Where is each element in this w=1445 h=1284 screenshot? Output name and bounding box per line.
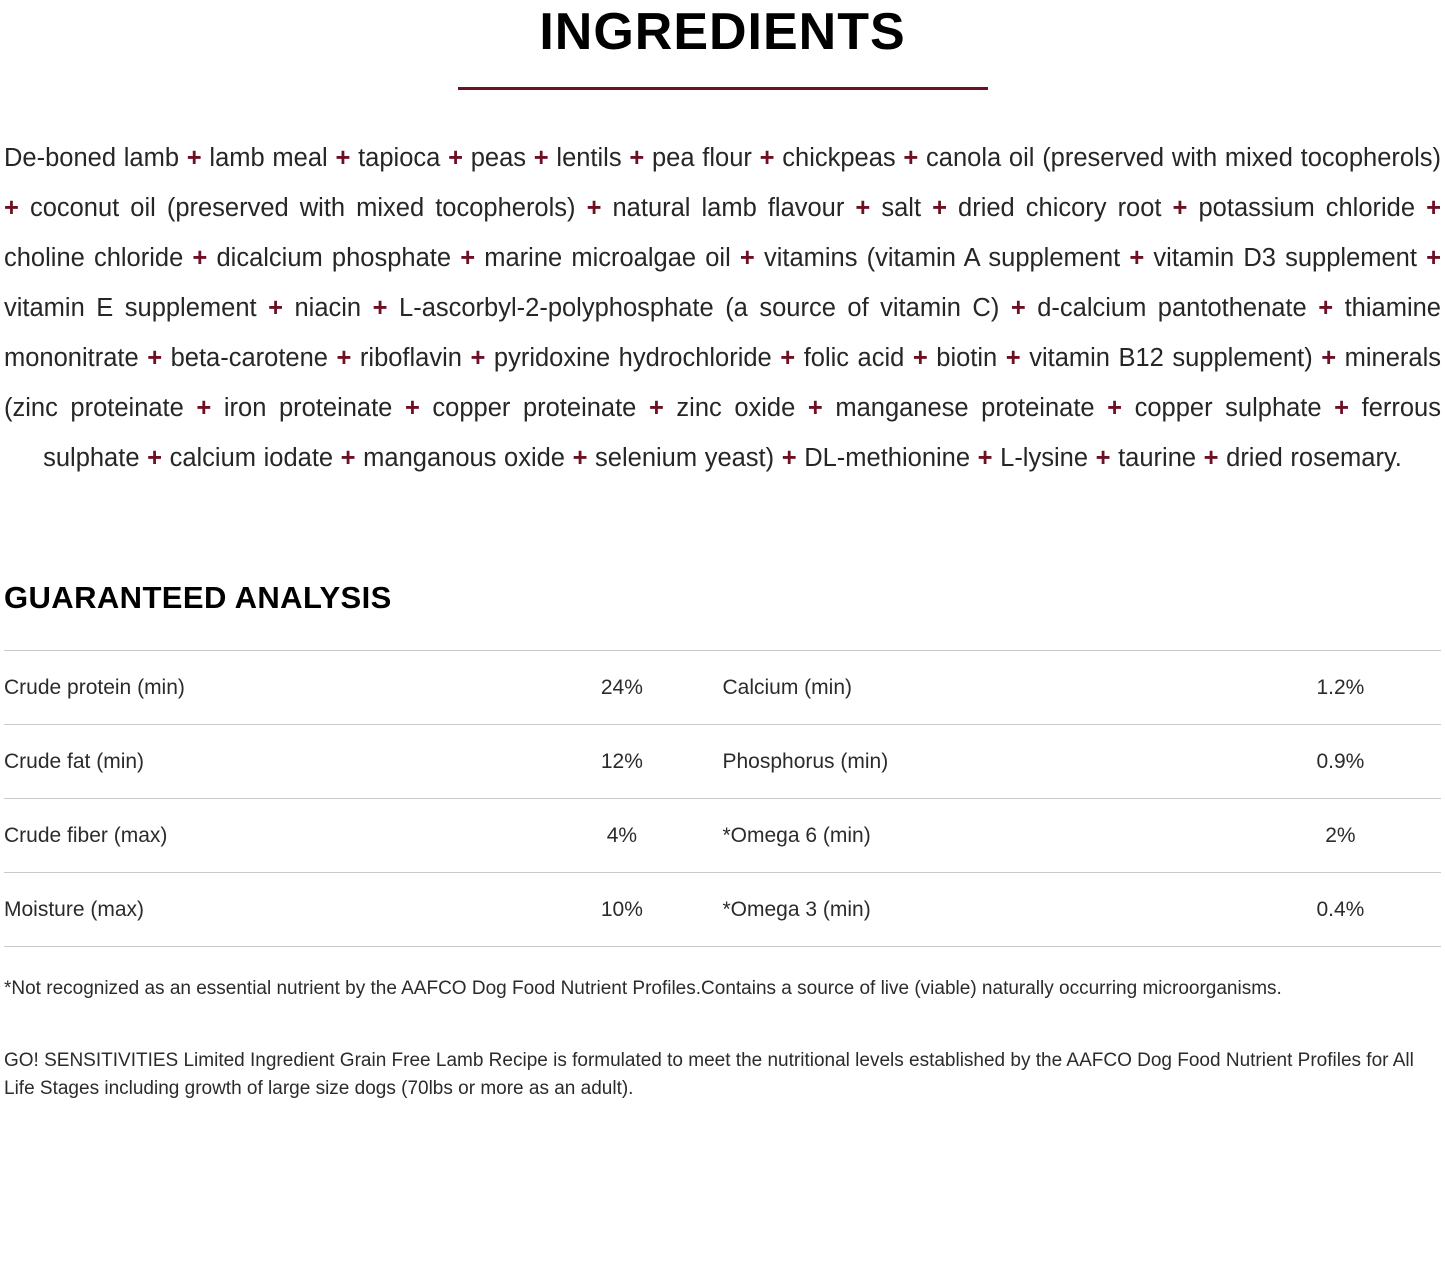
nutrient-label: Moisture (max) xyxy=(4,872,521,946)
nutrient-label: Crude fiber (max) xyxy=(4,798,521,872)
nutrient-label: Crude protein (min) xyxy=(4,650,521,724)
nutrient-value: 0.9% xyxy=(1240,724,1441,798)
guaranteed-analysis-title: GUARANTEED ANALYSIS xyxy=(4,579,392,615)
nutrient-value: 12% xyxy=(521,724,722,798)
nutrient-label: *Omega 3 (min) xyxy=(722,872,1239,946)
ingredients-paragraph: De-boned lamb + lamb meal + tapioca + peas + lentils + pea flour + chickpeas + canola oil (preserved with mixed tocopherols) + coconut oil (preserved with mixed tocopherols) + natural lamb flavour + salt + dried chicory root + potassium chloride + choline chloride + dicalcium phosphate + marine microalgae oil + vitamins (vitamin A supplement + vitamin D3 supplement + vitamin E supplement + niacin + L-ascorbyl-2-polyphosphate (a source of vitamin C) + d-calcium pantothenate + thiamine mononitrate + beta-carotene + riboflavin + pyridoxine hydrochloride + folic acid + biotin + vitamin B12 supplement) + minerals (zinc proteinate + iron proteinate + copper proteinate + zinc oxide + manganese proteinate + copper sulphate + ferrous sulphate + calcium iodate + manganous oxide + selenium yeast) + DL-methionine + L-lysine + taurine + dried rosemary. xyxy=(4,144,1442,472)
table-row xyxy=(4,798,1441,872)
table-row xyxy=(4,650,1441,724)
nutrient-label: Calcium (min) xyxy=(722,650,1239,724)
aafco-disclaimer: GO! SENSITIVITIES Limited Ingredient Grain Free Lamb Recipe is formulated to meet the nutritional levels established by the AAFCO Dog Food Nutrient Profiles for All Life Stages including growth of large size dogs (70lbs or more as an adult). xyxy=(4,1049,1414,1100)
table-row xyxy=(4,724,1441,798)
nutrient-value: 24% xyxy=(521,650,722,724)
table-row xyxy=(4,872,1441,946)
guaranteed-analysis-table xyxy=(4,650,1441,947)
page-title: INGREDIENTS xyxy=(539,3,906,61)
title-underline-divider xyxy=(458,87,988,90)
nutrient-label: Phosphorus (min) xyxy=(722,724,1239,798)
analysis-footnote: *Not recognized as an essential nutrient by the AAFCO Dog Food Nutrient Profiles.Contains a source of live (viable) naturally occurring microorganisms. xyxy=(4,977,1282,999)
nutrient-value: 2% xyxy=(1240,798,1441,872)
nutrient-value: 4% xyxy=(521,798,722,872)
nutrient-value: 10% xyxy=(521,872,722,946)
nutrient-value: 0.4% xyxy=(1240,872,1441,946)
nutrient-label: *Omega 6 (min) xyxy=(722,798,1239,872)
nutrient-label: Crude fat (min) xyxy=(4,724,521,798)
nutrient-value: 1.2% xyxy=(1240,650,1441,724)
